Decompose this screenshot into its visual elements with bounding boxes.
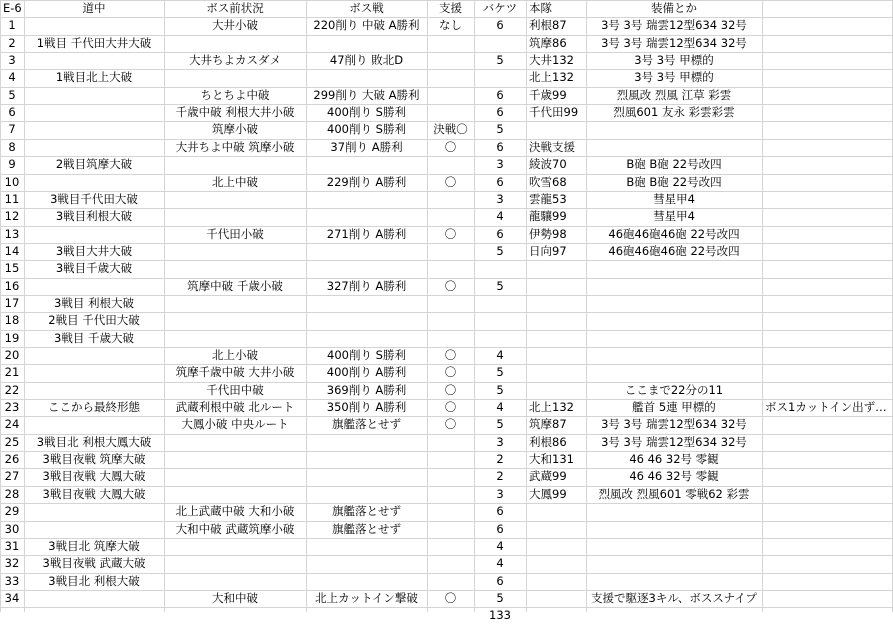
route-cell[interactable]: 1戦目北上大破: [55, 70, 133, 84]
bucket-cell[interactable]: 6: [496, 88, 504, 102]
boss-result-cell[interactable]: 400削り S勝利: [327, 105, 406, 119]
bucket-cell[interactable]: 6: [496, 504, 504, 518]
boss-result-cell[interactable]: 47削り 敗北D: [329, 53, 404, 67]
support-cell[interactable]: 〇: [444, 591, 457, 605]
fleet-cell[interactable]: 大井132: [529, 53, 574, 67]
route-cell[interactable]: 3戦目夜戦 筑摩大破: [42, 452, 146, 466]
boss-result-cell[interactable]: 旗艦落とせず: [332, 417, 401, 431]
bucket-cell[interactable]: 6: [496, 574, 504, 588]
fleet-cell[interactable]: 筑摩86: [529, 36, 567, 50]
bucket-cell[interactable]: 5: [496, 591, 504, 605]
bucket-cell[interactable]: 2: [496, 452, 504, 466]
row-number[interactable]: 19: [4, 331, 20, 345]
bucket-cell[interactable]: 5: [496, 365, 504, 379]
pre-boss-cell[interactable]: 北上中破: [212, 175, 258, 189]
column-header[interactable]: バケツ: [482, 1, 518, 15]
fleet-cell[interactable]: 千歳99: [529, 88, 567, 102]
bucket-cell[interactable]: 4: [496, 556, 504, 570]
equipment-cell[interactable]: 烈風601 友永 彩雲彩雲: [613, 105, 735, 119]
equipment-cell[interactable]: 3号 3号 瑞雲12型634 32号: [601, 435, 747, 449]
equipment-cell[interactable]: 3号 3号 瑞雲12型634 32号: [601, 417, 747, 431]
equipment-cell[interactable]: 46砲46砲46砲 22号改四: [608, 244, 740, 258]
boss-result-cell[interactable]: 北上カットイン撃破: [315, 591, 418, 605]
row-number[interactable]: 23: [4, 400, 20, 414]
bucket-cell[interactable]: 6: [496, 105, 504, 119]
equipment-cell[interactable]: 烈風改 烈風 江草 彩雲: [616, 88, 732, 102]
fleet-cell[interactable]: 伊勢98: [529, 227, 567, 241]
support-cell[interactable]: 〇: [444, 140, 457, 154]
bucket-cell[interactable]: 5: [496, 122, 504, 136]
bucket-cell[interactable]: 5: [496, 383, 504, 397]
boss-result-cell[interactable]: 400削り A勝利: [326, 365, 407, 379]
pre-boss-cell[interactable]: 大井ちよカスダメ: [189, 53, 281, 67]
pre-boss-cell[interactable]: 筑摩千歳中破 大井小破: [175, 365, 295, 379]
support-cell[interactable]: 〇: [444, 175, 457, 189]
bucket-cell[interactable]: 4: [496, 348, 504, 362]
bucket-cell[interactable]: 3: [496, 435, 504, 449]
fleet-cell[interactable]: 龍驤99: [529, 209, 567, 223]
row-number[interactable]: 30: [4, 522, 20, 536]
equipment-cell[interactable]: 烈風改 烈風601 零戦62 彩雲: [598, 487, 750, 501]
row-number[interactable]: 2: [8, 36, 16, 50]
fleet-cell[interactable]: 北上132: [529, 400, 574, 414]
boss-result-cell[interactable]: 37削り A勝利: [330, 140, 403, 154]
fleet-cell[interactable]: 日向97: [529, 244, 567, 258]
equipment-cell[interactable]: ここまで22分の11: [624, 383, 724, 397]
row-number[interactable]: 22: [4, 383, 20, 397]
fleet-cell[interactable]: 大鳳99: [529, 487, 567, 501]
route-cell[interactable]: 3戦目夜戦 大鳳大破: [42, 487, 146, 501]
support-cell[interactable]: 決戦〇: [433, 122, 468, 136]
pre-boss-cell[interactable]: 大鳳小破 中央ルート: [181, 417, 289, 431]
fleet-cell[interactable]: 武蔵99: [529, 469, 567, 483]
bucket-cell[interactable]: 5: [496, 279, 504, 293]
boss-result-cell[interactable]: 旗艦落とせず: [332, 504, 401, 518]
route-cell[interactable]: 3戦目夜戦 武蔵大破: [42, 556, 146, 570]
column-header[interactable]: 道中: [82, 1, 106, 15]
row-number[interactable]: 15: [4, 261, 20, 275]
pre-boss-cell[interactable]: 筑摩中破 千歳小破: [187, 279, 283, 293]
boss-result-cell[interactable]: 271削り A勝利: [326, 227, 407, 241]
pre-boss-cell[interactable]: ちとちよ中破: [200, 88, 270, 102]
equipment-cell[interactable]: B砲 B砲 22号改四: [626, 157, 722, 171]
bucket-cell[interactable]: 4: [496, 209, 504, 223]
support-cell[interactable]: 〇: [444, 348, 457, 362]
equipment-cell[interactable]: 3号 3号 瑞雲12型634 32号: [601, 36, 747, 50]
route-cell[interactable]: 3戦目大井大破: [55, 244, 133, 258]
note-cell[interactable]: ボス1カットイン出ず…: [765, 400, 887, 414]
row-number[interactable]: 34: [4, 591, 20, 605]
route-cell[interactable]: 2戦目 千代田大破: [48, 313, 140, 327]
row-number[interactable]: 24: [4, 417, 20, 431]
row-number[interactable]: 25: [4, 435, 20, 449]
pre-boss-cell[interactable]: 北上小破: [212, 348, 258, 362]
fleet-cell[interactable]: 千代田99: [529, 105, 579, 119]
boss-result-cell[interactable]: 369削り A勝利: [326, 383, 407, 397]
row-number[interactable]: 11: [4, 192, 20, 206]
column-header[interactable]: E-6: [3, 1, 22, 15]
row-number[interactable]: 3: [8, 53, 16, 67]
equipment-cell[interactable]: 3号 3号 瑞雲12型634 32号: [601, 18, 747, 32]
route-cell[interactable]: 2戦目筑摩大破: [55, 157, 133, 171]
support-cell[interactable]: なし: [439, 18, 462, 32]
equipment-cell[interactable]: 46 46 32号 零観: [629, 452, 719, 466]
bucket-cell[interactable]: 3: [496, 487, 504, 501]
route-cell[interactable]: 3戦目千歳大破: [55, 261, 133, 275]
pre-boss-cell[interactable]: 大和中破 武蔵筑摩小破: [175, 522, 295, 536]
column-header[interactable]: ボス前状況: [206, 1, 264, 15]
support-cell[interactable]: 〇: [444, 417, 457, 431]
row-number[interactable]: 8: [8, 140, 16, 154]
bucket-cell[interactable]: 3: [496, 157, 504, 171]
bucket-cell[interactable]: 6: [496, 227, 504, 241]
row-number[interactable]: 26: [4, 452, 20, 466]
row-number[interactable]: 1: [8, 18, 16, 32]
equipment-cell[interactable]: 彗星甲4: [653, 209, 695, 223]
route-cell[interactable]: 3戦目利根大破: [55, 209, 133, 223]
row-number[interactable]: 28: [4, 487, 20, 501]
row-number[interactable]: 10: [4, 175, 20, 189]
equipment-cell[interactable]: 3号 3号 甲標的: [634, 70, 714, 84]
boss-result-cell[interactable]: 299削り 大破 A勝利: [313, 88, 420, 102]
row-number[interactable]: 21: [4, 365, 20, 379]
equipment-cell[interactable]: 46 46 32号 零観: [629, 469, 719, 483]
fleet-cell[interactable]: 利根86: [529, 435, 567, 449]
boss-result-cell[interactable]: 229削り A勝利: [326, 175, 407, 189]
row-number[interactable]: 32: [4, 556, 20, 570]
fleet-cell[interactable]: 綾波70: [529, 157, 567, 171]
row-number[interactable]: 4: [8, 70, 16, 84]
pre-boss-cell[interactable]: 千代田中破: [206, 383, 264, 397]
row-number[interactable]: 17: [4, 296, 20, 310]
route-cell[interactable]: ここから最終形態: [48, 400, 140, 414]
fleet-cell[interactable]: 筑摩87: [529, 417, 567, 431]
bucket-cell[interactable]: 4: [496, 400, 504, 414]
column-header[interactable]: [765, 0, 890, 17]
pre-boss-cell[interactable]: 北上武蔵中破 大和小破: [175, 504, 295, 518]
bucket-cell[interactable]: 2: [496, 469, 504, 483]
row-number[interactable]: 29: [4, 504, 20, 518]
column-header[interactable]: ボス戦: [349, 1, 384, 15]
pre-boss-cell[interactable]: 大井ちよ中破 筑摩小破: [175, 140, 295, 154]
fleet-cell[interactable]: 大和131: [529, 452, 574, 466]
bucket-cell[interactable]: 5: [496, 53, 504, 67]
route-cell[interactable]: 3戦目千代田大破: [50, 192, 138, 206]
boss-result-cell[interactable]: 220削り 中破 A勝利: [313, 18, 420, 32]
pre-boss-cell[interactable]: 武蔵利根中破 北ルート: [175, 400, 295, 414]
bucket-cell[interactable]: 6: [496, 140, 504, 154]
route-cell[interactable]: 3戦目 千歳大破: [54, 331, 134, 345]
column-header[interactable]: 本隊: [529, 1, 552, 15]
boss-result-cell[interactable]: 400削り S勝利: [327, 122, 406, 136]
fleet-cell[interactable]: 吹雪68: [529, 175, 567, 189]
row-number[interactable]: 27: [4, 469, 20, 483]
bucket-cell[interactable]: 6: [496, 18, 504, 32]
bucket-cell[interactable]: 3: [496, 192, 504, 206]
bucket-cell[interactable]: 4: [496, 539, 504, 553]
route-cell[interactable]: 3戦目北 利根大破: [48, 574, 140, 588]
fleet-cell[interactable]: 決戦支援: [529, 140, 575, 154]
row-number[interactable]: 5: [8, 88, 16, 102]
equipment-cell[interactable]: 彗星甲4: [653, 192, 695, 206]
route-cell[interactable]: 1戦目 千代田大井大破: [36, 36, 152, 50]
support-cell[interactable]: 〇: [444, 383, 457, 397]
route-cell[interactable]: 3戦目 利根大破: [54, 296, 134, 310]
row-number[interactable]: 13: [4, 227, 20, 241]
column-header[interactable]: 装備とか: [651, 1, 697, 15]
support-cell[interactable]: 〇: [444, 227, 457, 241]
support-cell[interactable]: 〇: [444, 279, 457, 293]
bucket-cell[interactable]: 6: [496, 522, 504, 536]
pre-boss-cell[interactable]: 筑摩小破: [212, 122, 258, 136]
support-cell[interactable]: 〇: [444, 400, 457, 414]
boss-result-cell[interactable]: 旗艦落とせず: [332, 522, 401, 536]
boss-result-cell[interactable]: 400削り S勝利: [327, 348, 406, 362]
boss-result-cell[interactable]: 327削り A勝利: [326, 279, 407, 293]
pre-boss-cell[interactable]: 千代田小破: [206, 227, 264, 241]
bucket-cell[interactable]: 5: [496, 417, 504, 431]
route-cell[interactable]: 3戦目北 筑摩大破: [48, 539, 140, 553]
row-number[interactable]: 20: [4, 348, 20, 362]
pre-boss-cell[interactable]: 大井小破: [212, 18, 258, 32]
bucket-cell[interactable]: 6: [496, 175, 504, 189]
row-number[interactable]: 12: [4, 209, 20, 223]
route-cell[interactable]: 3戦目夜戦 大鳳大破: [42, 469, 146, 483]
pre-boss-cell[interactable]: 大和中破: [212, 591, 258, 605]
bucket-total-cell[interactable]: 133: [489, 608, 511, 622]
row-number[interactable]: 18: [4, 313, 20, 327]
fleet-cell[interactable]: 雲龍53: [529, 192, 567, 206]
row-number[interactable]: 6: [8, 105, 16, 119]
row-number[interactable]: 9: [8, 157, 16, 171]
pre-boss-cell[interactable]: 千歳中破 利根大井小破: [175, 105, 295, 119]
equipment-cell[interactable]: 3号 3号 甲標的: [634, 53, 714, 67]
row-number[interactable]: 31: [4, 539, 20, 553]
fleet-cell[interactable]: 北上132: [529, 70, 574, 84]
equipment-cell[interactable]: 艦首 5連 甲標的: [632, 400, 716, 414]
equipment-cell[interactable]: 支援で駆逐3キル、ボススナイプ: [591, 591, 757, 605]
row-number[interactable]: 14: [4, 244, 20, 258]
row-number[interactable]: 16: [4, 279, 20, 293]
row-number[interactable]: 7: [8, 122, 16, 136]
boss-result-cell[interactable]: 350削り A勝利: [326, 400, 407, 414]
equipment-cell[interactable]: B砲 B砲 22号改四: [626, 175, 722, 189]
equipment-cell[interactable]: 46砲46砲46砲 22号改四: [608, 227, 740, 241]
bucket-cell[interactable]: 5: [496, 244, 504, 258]
support-cell[interactable]: 〇: [444, 365, 457, 379]
column-header[interactable]: 支援: [439, 1, 462, 15]
route-cell[interactable]: 3戦目北 利根大鳳大破: [36, 435, 152, 449]
fleet-cell[interactable]: 利根87: [529, 18, 567, 32]
row-number[interactable]: 33: [4, 574, 20, 588]
